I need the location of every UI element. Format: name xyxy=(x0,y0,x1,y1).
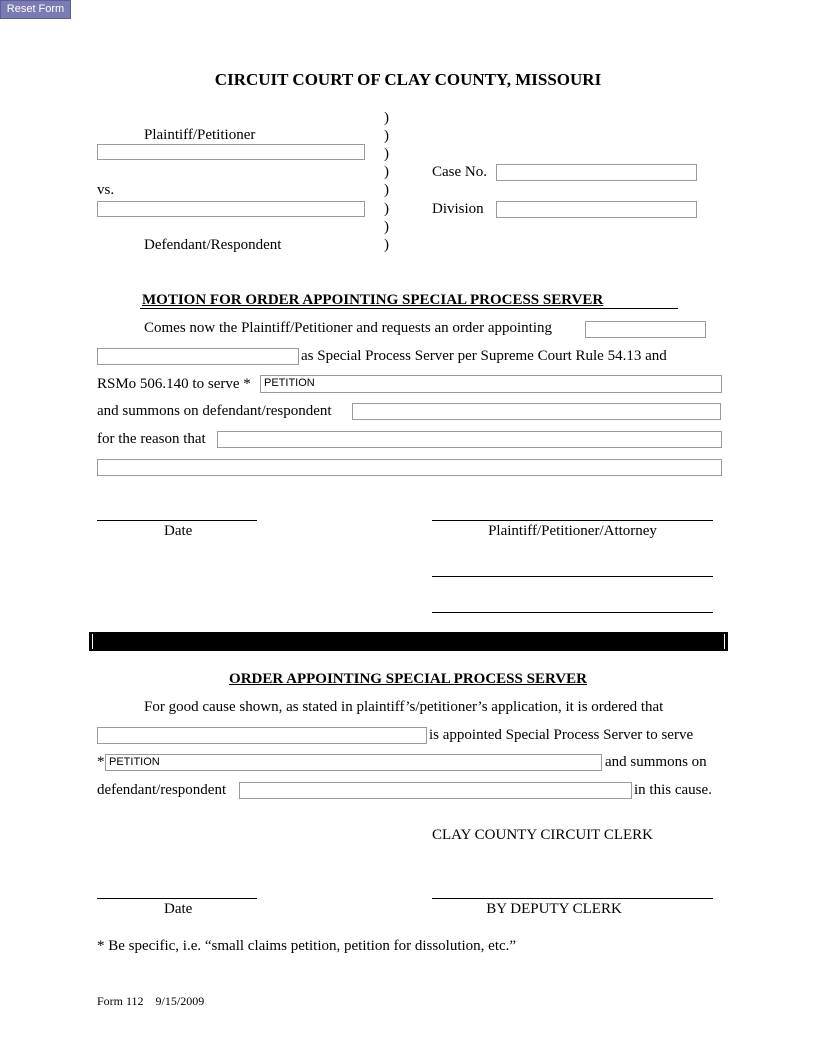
order-appointee-field[interactable] xyxy=(97,727,427,744)
paren: ) xyxy=(384,219,389,235)
order-asterisk: * xyxy=(97,754,105,770)
reason-field[interactable] xyxy=(217,431,722,448)
motion-title-text: MOTION FOR ORDER APPOINTING SPECIAL PROCESS SERVER xyxy=(142,292,604,308)
paren: ) xyxy=(384,201,389,217)
order-line4-end: in this cause. xyxy=(634,782,712,798)
order-line2: is appointed Special Process Server to serve xyxy=(429,727,694,743)
reset-form-button[interactable]: Reset Form xyxy=(0,0,71,19)
paren: ) xyxy=(384,164,389,180)
division-field[interactable] xyxy=(496,201,697,218)
paren: ) xyxy=(384,146,389,162)
paren: ) xyxy=(384,128,389,144)
motion-signature-line xyxy=(432,520,713,521)
appointee-field-2[interactable] xyxy=(97,348,299,365)
deputy-clerk-label: BY DEPUTY CLERK xyxy=(486,901,622,917)
motion-title xyxy=(142,293,678,308)
footnote: * Be specific, i.e. “small claims petition, petition for dissolution, etc.” xyxy=(97,938,517,954)
deputy-signature-line xyxy=(432,898,713,899)
vs-label: vs. xyxy=(97,182,115,198)
plaintiff-field[interactable] xyxy=(97,144,365,160)
order-defendant-field[interactable] xyxy=(239,782,632,799)
case-no-field[interactable] xyxy=(496,164,697,181)
paren: ) xyxy=(384,182,389,198)
motion-date-line xyxy=(97,520,257,521)
order-title: ORDER APPOINTING SPECIAL PROCESS SERVER xyxy=(229,671,587,687)
defendant-label: Defendant/Respondent xyxy=(144,237,282,253)
clerk-label: CLAY COUNTY CIRCUIT CLERK xyxy=(432,827,653,843)
reason-continued-field[interactable] xyxy=(97,459,722,476)
motion-line2: as Special Process Server per Supreme Court Rule 54.13 and xyxy=(301,348,667,364)
section-divider-bar xyxy=(89,632,728,651)
paren: ) xyxy=(384,237,389,253)
court-title: CIRCUIT COURT OF CLAY COUNTY, MISSOURI xyxy=(214,70,602,89)
order-date-line xyxy=(97,898,257,899)
plaintiff-label: Plaintiff/Petitioner xyxy=(144,127,256,143)
motion-line5: for the reason that xyxy=(97,431,206,447)
form-id: Form 112 9/15/2009 xyxy=(97,994,205,1008)
motion-defendant-field[interactable] xyxy=(352,403,721,420)
case-no-label: Case No. xyxy=(432,164,487,180)
appointee-field-1[interactable] xyxy=(585,321,706,338)
serve-document-field[interactable]: PETITION xyxy=(260,375,722,393)
address-line-2 xyxy=(432,612,713,613)
address-line-1 xyxy=(432,576,713,577)
motion-signature-label: Plaintiff/Petitioner/Attorney xyxy=(488,523,657,539)
motion-date-label: Date xyxy=(164,523,193,539)
division-label: Division xyxy=(432,201,484,217)
motion-line3: RSMo 506.140 to serve * xyxy=(97,376,251,392)
order-line3: and summons on xyxy=(605,754,707,770)
order-line1: For good cause shown, as stated in plaintiff’s/petitioner’s application, it is ordered that xyxy=(144,699,664,715)
motion-title-underline xyxy=(140,308,678,309)
defendant-field[interactable] xyxy=(97,201,365,217)
order-serve-field[interactable]: PETITION xyxy=(105,754,602,771)
paren: ) xyxy=(384,110,389,126)
order-line4: defendant/respondent xyxy=(97,782,227,798)
order-date-label: Date xyxy=(164,901,193,917)
motion-line1: Comes now the Plaintiff/Petitioner and requests an order appointing xyxy=(144,320,552,336)
motion-line4: and summons on defendant/respondent xyxy=(97,403,332,419)
